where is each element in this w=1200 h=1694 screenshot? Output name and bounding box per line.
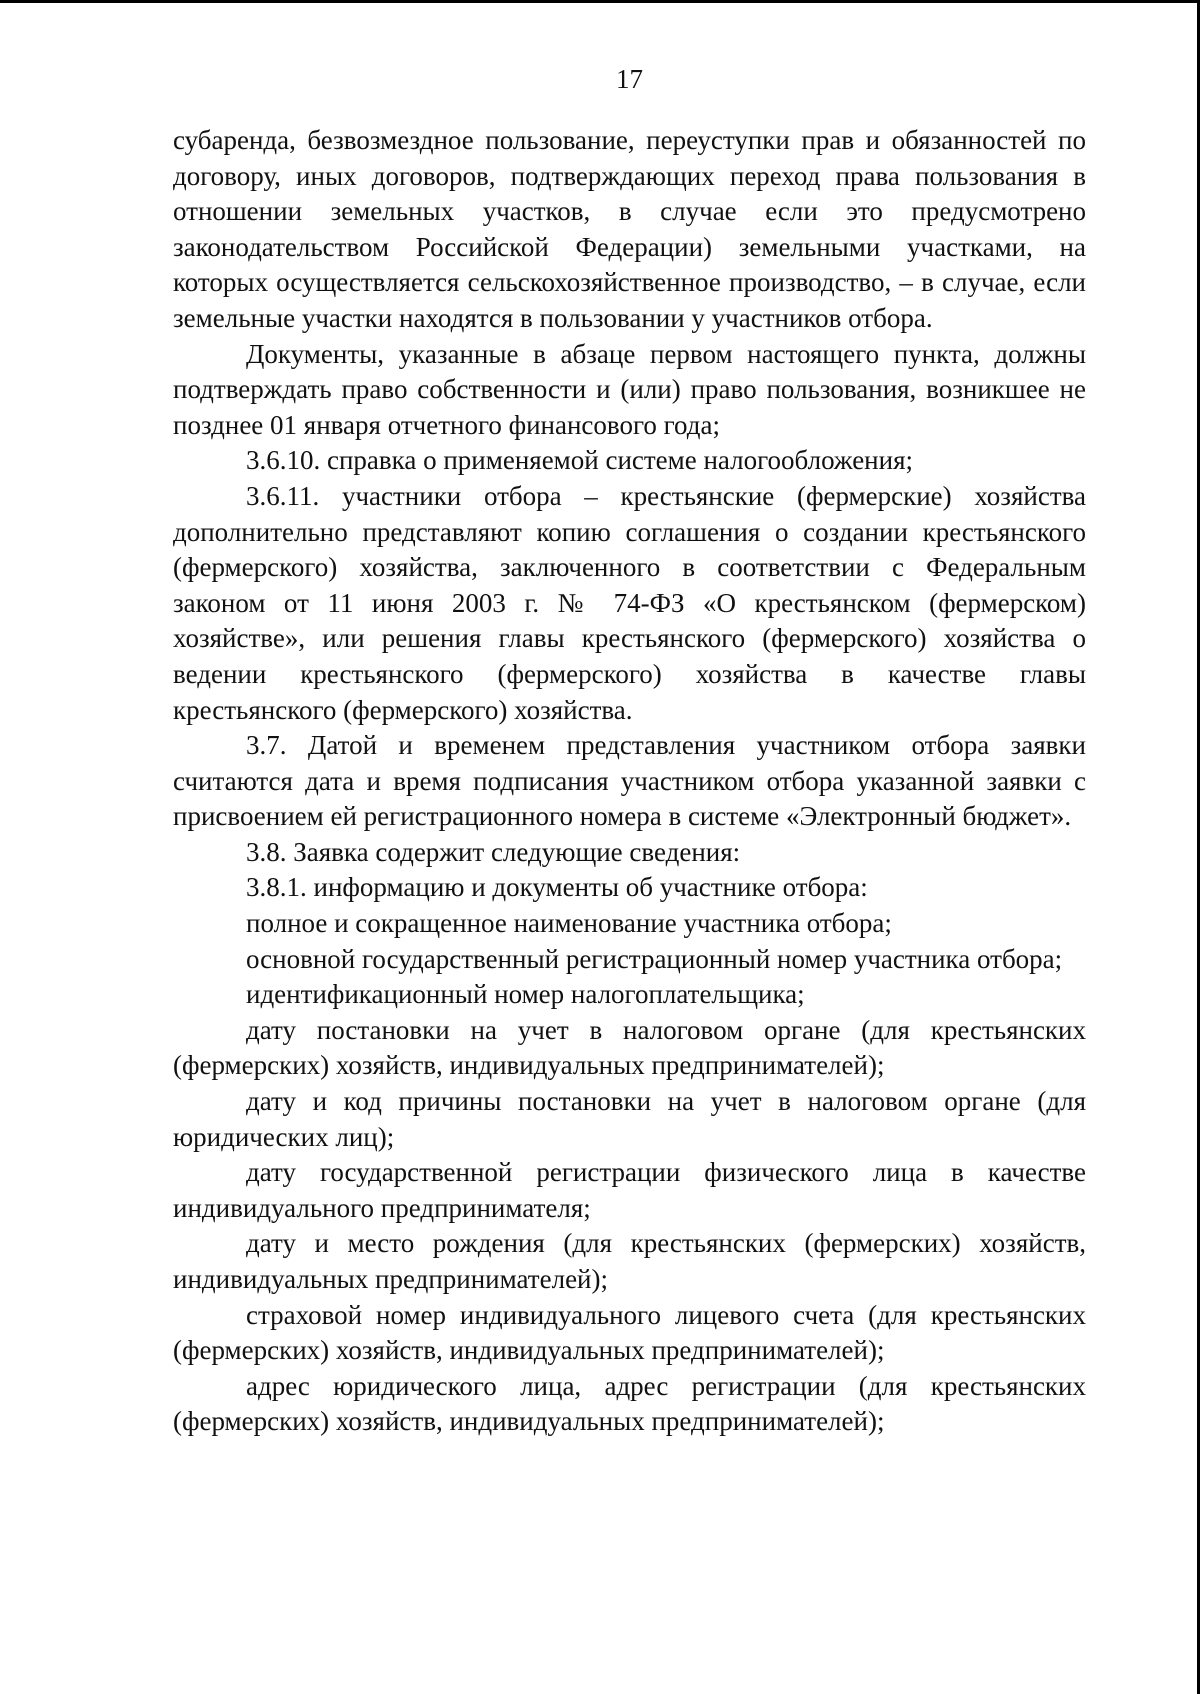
list-item-name: полное и сокращенное наименование участника отбора; <box>246 908 892 939</box>
paragraph-3-8-1: 3.8.1. информацию и документы об участнике отбора: <box>246 872 868 903</box>
paragraph-3-7: 3.7. Датой и временем представления участником отбора заявки считаются дата и время подписания участником отбора указанной заявки с присвоением ей регистрационного номера в системе «Электронный бюджет». <box>173 730 1086 832</box>
list-item-inn: идентификационный номер налогоплательщика; <box>246 979 805 1010</box>
paragraph-3-8: 3.8. Заявка содержит следующие сведения: <box>246 836 741 867</box>
list-item-state-registration-date: дату государственной регистрации физического лица в качестве индивидуального предпринимателя; <box>173 1157 1086 1223</box>
list-item-address: адрес юридического лица, адрес регистрации (для крестьянских (фермерских) хозяйств, индивидуальных предпринимателей); <box>173 1370 1086 1437</box>
paragraph-continuation: субаренда, безвозмездное пользование, переуступки прав и обязанностей по договору, иных договоров, подтверждающих переход права пользования в отношении земельных участков, в случае если это предусмотрено законодательством Российской Федерации) земельными участками, на которых осуществляется сельскохозяйственное производство, – в случае, если земельные участки находятся в пользовании у участников отбора. <box>173 125 1086 333</box>
paragraph-3-6-10: 3.6.10. справка о применяемой системе налогообложения; <box>246 445 913 476</box>
list-item-kpp: дату и код причины постановки на учет в налоговом органе (для юридических лиц); <box>173 1086 1086 1152</box>
list-item-birth-date-place: дату и место рождения (для крестьянских (фермерских) хозяйств, индивидуальных предпринимателей); <box>173 1228 1086 1294</box>
list-item-tax-registration-date: дату постановки на учет в налоговом органе (для крестьянских (фермерских) хозяйств, индивидуальных предпринимателей); <box>173 1014 1086 1081</box>
list-item-snils: страховой номер индивидуального лицевого счета (для крестьянских (фермерских) хозяйств, индивидуальных предпринимателей); <box>173 1299 1086 1366</box>
paragraph-3-6-11: 3.6.11. участники отбора – крестьянские (фермерские) хозяйства дополнительно представляют копию соглашения о создании крестьянского (фермерского) хозяйства, заключенного в соответствии с Федеральным законом от 11 июня 2003 г. № 74-ФЗ «О крестьянском (фермерском) хозяйстве», или решения главы крестьянского (фермерского) хозяйства о ведении крестьянского (фермерского) хозяйства в качестве главы крестьянского (фермерского) хозяйства. <box>173 480 1086 725</box>
document-page <box>173 55 1086 1440</box>
scan-edge-top <box>0 0 1200 3</box>
paragraph-documents-note: Документы, указанные в абзаце первом настоящего пункта, должны подтверждать право собственности и (или) право пользования, возникшее не позднее 01 января отчетного финансового года; <box>173 338 1086 440</box>
list-item-ogrn: основной государственный регистрационный номер участника отбора; <box>246 943 1063 974</box>
page-number: 17 <box>616 64 643 94</box>
